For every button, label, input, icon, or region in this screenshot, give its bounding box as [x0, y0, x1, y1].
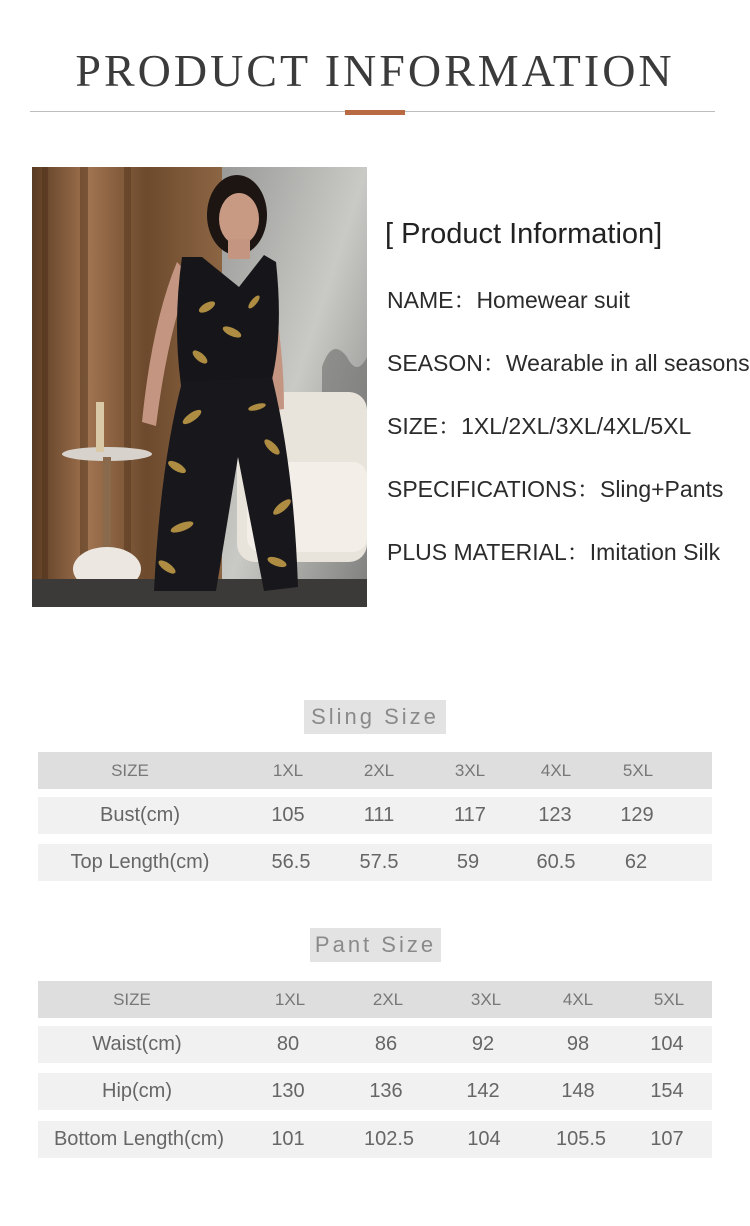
info-heading: [ Product Information]: [385, 218, 663, 250]
row-label: Waist(cm): [92, 1033, 182, 1055]
sling-size-label: Sling Size: [304, 700, 446, 734]
table-cell: 129: [620, 804, 654, 826]
table-header-cell: 3XL: [470, 990, 502, 1009]
info-material: PLUS MATERIAL：Imitation Silk: [387, 539, 721, 565]
info-season: SEASON：Wearable in all seasons: [387, 350, 750, 376]
table-header-cell: 3XL: [454, 761, 486, 780]
table-cell: 101: [271, 1128, 305, 1150]
table-header-cell: SIZE: [113, 990, 151, 1009]
row-label: Top Length(cm): [70, 851, 210, 873]
header-accent-bar: [345, 110, 405, 115]
table-cell: 105: [271, 804, 305, 826]
table-cell: 59: [456, 851, 480, 873]
table-cell: 111: [363, 804, 395, 826]
info-specifications: SPECIFICATIONS：Sling+Pants: [387, 476, 724, 502]
table-header-cell: 1XL: [274, 990, 306, 1009]
table-header-cell: 5XL: [622, 761, 654, 780]
table-cell: 57.5: [359, 851, 399, 873]
product-photo: [32, 167, 367, 607]
table-header-cell: 4XL: [562, 990, 594, 1009]
page-title: PRODUCT INFORMATION: [75, 45, 675, 96]
product-photo-illustration: [32, 167, 367, 607]
table-cell: 80: [276, 1033, 300, 1055]
table-cell: 92: [471, 1033, 495, 1055]
table-cell: 105.5: [555, 1128, 607, 1150]
table-cell: 104: [467, 1128, 501, 1150]
table-cell: 62: [624, 851, 648, 873]
table-header-cell: 2XL: [363, 761, 395, 780]
table-cell: 98: [566, 1033, 590, 1055]
table-cell: 154: [650, 1080, 684, 1102]
row-label: Bust(cm): [100, 804, 180, 826]
table-cell: 104: [650, 1033, 684, 1055]
table-cell: 56.5: [271, 851, 311, 873]
row-label: Hip(cm): [102, 1080, 172, 1102]
table-header-cell: SIZE: [111, 761, 149, 780]
table-cell: 130: [271, 1080, 305, 1102]
table-cell: 123: [538, 804, 572, 826]
table-cell: 117: [454, 804, 486, 826]
sling-table-header: [38, 752, 712, 789]
table-row: [38, 844, 712, 881]
table-cell: 86: [374, 1033, 398, 1055]
table-header-cell: 5XL: [653, 990, 685, 1009]
row-label: Bottom Length(cm): [53, 1128, 225, 1150]
table-cell: 136: [369, 1080, 403, 1102]
pant-table-header: [38, 981, 712, 1018]
table-cell: 142: [466, 1080, 500, 1102]
table-cell: 107: [650, 1128, 684, 1150]
table-header-cell: 2XL: [372, 990, 404, 1009]
table-row: [38, 1073, 712, 1110]
table-cell: 102.5: [363, 1128, 415, 1150]
table-row: [38, 797, 712, 834]
table-row: [38, 1026, 712, 1063]
info-name: NAME：Homewear suit: [387, 287, 630, 313]
info-size: SIZE：1XL/2XL/3XL/4XL/5XL: [387, 413, 692, 439]
table-header-cell: 4XL: [540, 761, 572, 780]
pant-size-label: Pant Size: [310, 928, 441, 962]
table-cell: 148: [561, 1080, 595, 1102]
table-header-cell: 1XL: [272, 761, 304, 780]
table-cell: 60.5: [536, 851, 576, 873]
table-row: [38, 1121, 712, 1158]
